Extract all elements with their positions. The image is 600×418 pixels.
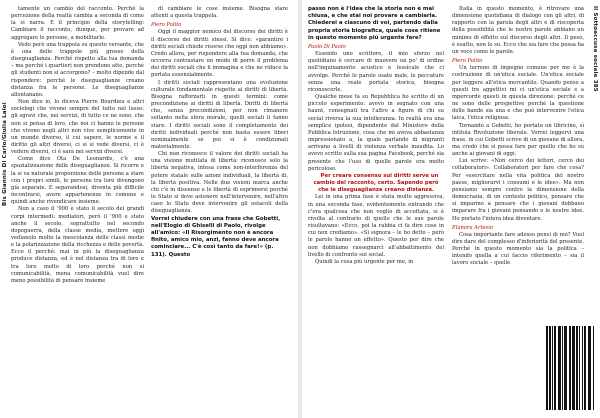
barcode-stripe	[552, 326, 553, 410]
running-head-left: Bis Giannis Di Carlo/Giulia Laloi	[2, 102, 8, 206]
left-column-1	[11, 6, 144, 285]
left-page	[0, 0, 298, 418]
pull-quote: Per creare consenso sui diritti serve un cambio del racconto, certo. Sapendo però che le diseguaglianze creano distanza.	[313, 172, 439, 194]
barcode-stripe	[582, 326, 583, 410]
paragraph: I diritti sociali rappresentano una evoluzione culturale fondamentale rispetto ai diritti di libertà. Bisogna rafforzarli in questi termini: come precondizione ai diritti di libertà. Diritti di libertà che, senza precondizioni, per non rimanere soltanto nella sfera morale, quelli sociali li fanno stare. I diritti sociali sono il completamento dei diritti individuali perché non basta essere liberi nominalmente se poi si è condizionati materialmente.	[151, 79, 288, 150]
paragraph: Vedo però una trappola su questo versante, che è una delle trappole più grosse della diseguaglianza. Perché rispetto alla tua domanda – ma perché i quartieri non prendono atto, perché gli studenti non si accorgono? – molto dipende dal rispondere: perché le diseguaglianze creano distanza fra le persone. Le diseguaglianze allontanano.	[11, 41, 144, 98]
paragraph: Chi non riconosce il valore dei diritti sociali ha una visione mutilata di libertà: riconosce solo la libertà negativa, intesa come non-interferenza del potere statale sulle azioni individuali, la libertà di, la libertà positiva. Nelle due visioni marca anche chi c'è in dissenso e le libertà di esprimersi perché lo Stato si deve astenere nell'intervenire, nell'altro caso lo Stato deve intervenire gli ostacoli della diseguaglianza.	[151, 151, 288, 215]
barcode-stripe	[558, 326, 561, 410]
paragraph: Non a caso il '900 è stato il secolo dei grandi corpi intermedi: mediatori, però il '900 e stato anche il secolo, soprattutto nel secondo dopoguerra, della classe media, mettere oggi vedianolo molto la mescolanza delle classi medie e la polarizzazione della ricchezza e delle povertà. Ecco il perché: mai in più la diseguaglianza produce distanza, ed è nel distanza tra di loro e tra loro molto di loro perché non si comunicabilità, mena comunicabilità vuol dire meno possibilità di pensare insieme	[11, 206, 144, 284]
barcode-stripe	[554, 326, 556, 410]
bold-quote: passo non è l'idea che la storia non è mai chiusa, e che stai noi provare a cambiarla. Chiederei a ciascuno di voi, partendo dalla propria storia biografica, quale cose ritiene in questo momento più urgente fare?	[308, 6, 441, 41]
paragraph: Non dico io, lo diceva Pierre Bourdieu e altri sociologi che vivono sempre del tutto nel lusso: gli sgravi che, nei servizi, di tutto ce ne sono, che non si pensa di loro, che noi ci hanno le persone che vivono negli altri non vive semplicemente in un mondo diverso, il cui sapere, le norme e il diritto gli altri diversi, ci si si vede diversi, ci è vedere diversi, ci è sarà nei servizi diversi.	[11, 99, 144, 156]
paragraph: Italia in questo momento, è ritrovare una dimensione quotidiana di dialogo con gli altri, di rapporto con la parola degli altri e di riscoperta della possibilità che le nostre parole abbiano un minimo di effetto sul discorso degli altri. Il peso, è esatto, non lo so. Ecco che sia fare che possa ha un voce come le parole.	[452, 6, 584, 55]
speaker-name: Paolo Di Paolo	[308, 44, 346, 51]
barcode-stripe	[564, 326, 567, 410]
barcode-stripe	[572, 326, 575, 410]
barcode-stripe	[584, 326, 586, 410]
paragraph: Quindi la cosa più urgente per me, in	[315, 258, 414, 265]
running-head-right: Il Sottoaccusa sociale 385	[592, 6, 598, 92]
paragraph: Come dice Ota De Leonardis, c'è una spazializzazione delle diseguaglianze. Si ricorre e la si va naturale proporzione delle persone a stare con i propri simili, le persone tra loro divengono già separate. E separandosi, diventa più difficile incontrarsi, avere appartenenze in comune e quindi anche rivendicare insieme.	[11, 156, 144, 206]
barcode-stripe	[588, 326, 591, 410]
bold-quote: Vorrei chiudere con una frase che Gobetti, nell'Elogio di Ghiselli di Paolo, rivolge all'amico: «Il Risorgimento non è ancora finito, amico mio, anzi, fanno deve ancora cominciare... C'è così tanto da fare!» (p. 131). Questo	[151, 215, 281, 258]
barcode-stripe	[576, 326, 578, 410]
barcode-stripe	[569, 326, 571, 410]
right-column-2	[452, 6, 584, 268]
left-column-2	[151, 6, 288, 259]
right-column-1	[308, 6, 444, 266]
barcode-stripe	[593, 326, 594, 410]
paragraph: Essendo uno scrittore, il mio sforzo nel quotidiano è cercare di muovere un po' di ordine nell'inquinamento acustico e lessicale che ci avvolge. Perché le parole usate male, le peccature senza una reale portata storica, bisogna riconoscerle.	[308, 51, 444, 93]
barcode-stripe	[549, 326, 551, 410]
speaker-name: Piero Polito	[151, 22, 182, 29]
barcode-stripe	[546, 326, 548, 410]
paragraph: tamente un cambio del racconto. Perché la percezione della realtà cambia a seconda di come la si narra. E il principio della storytelling: Cambiare il racconto, dunque, per provare ad aggregare le persone, a mobilitarle.	[11, 6, 144, 41]
paragraph: Oggi il maggior nemico del discorso dei diritti è il discorso dei diritti stessi. Si dice: «garantire i diritti sociali chiede risorse che oggi non abbiamo». Credo allora, per rispondere alla tua domanda, che occorra contrastare un modo di porre il problema dei diritti sociali che li immagina e che ne riduce la portata essenzialmente.	[151, 29, 288, 79]
barcode-graphic	[546, 326, 594, 410]
paragraph: di cambiare le cose insieme. Bisogna stare attenti a questa trappola.	[151, 6, 288, 20]
barcode-stripe	[579, 326, 580, 410]
barcode-stripe	[562, 326, 563, 410]
paragraph: Lui scrive: «Non cerco dei lettori, cerco dei collaboratori». Collaboratori per fare che cosa? Per «esercitare nella vita politica del nostro paese, migliorarvi i consumi e le idee». Ma non pensiamo sempre contro la dimensione della democrazia, di un contesto politico, pensare che si imparino a pensare che i giovani debbano imparare fra i giovani pensando e le nostre idee. Ho portato l'intera idea diventare.	[452, 158, 584, 222]
paragraph: Cosa importante fare adesso pensi di noi? Vuol dire dare del complesso d'inferiorità del presente. Perché in questo momento sia la politica – intendo quella a cui faccio riferimento – sia il lavoro sociale – quelle	[452, 231, 584, 267]
paragraph: Tornando a Gobetti, ho portato un libricino, sì intitola Rivoluzione liberale. Vorrei leggervi una frase, in cui Gobetti scrive di un giovane di allora, ma credo che si possa fare per quello che ho su anche ai giovani di oggi.	[452, 122, 584, 158]
paragraph: Un terreno di impegno comune per me è la costruzione di un'etica sociale. Un'etica sociale per leggere all'etica mercantile. Quando penso a questi tre aggettivi mi ci un'etica sociale e a mpercorde questi in questa direzione: perché ce ne sono delle prospettive perché la questione delle bande sia una e che può intervenire l'etica laica, l'etica religiosa.	[452, 65, 584, 122]
speaker-name: Elanora Artesio	[452, 224, 494, 231]
paragraph: Lei in una prima fase è stata molto aggressiva, in una seconda fase, evidentemente entrando che c'era qualcosa che non voglio di accettata, si è rivolta al contrario di quello che le sue parole risultavano: «Ecco, poi la rabbia ci fa dire cose in cui non crediamo». «Sì signora – le ho detto – però le parole hanno un effetto». Questo per dire che non dobbiamo rassegnarci all'abbattimento del livello di confronto sui social.	[308, 194, 444, 258]
speaker-name: Piero Polito	[452, 58, 483, 65]
paragraph: Qualche mese fa su Repubblica ho scritto di un piccolo esperimento: avevo in segnato con una haunt, consegnati tra l'altro a figure di chi su social riversa la sua intolleranza. In realtà era una semplice ipotesi, dipendente dal Ministero della Pubblica Istruzione, cosa che mi aveva abbastanza impressionato a, la quale parlando di migranti arrivano a livelli di violenza verbale inaudita. Lo avevo scritto sulla sua pagina Facebook, perché sia presente che l'uso di quelle parole era molto pericoloso.	[308, 94, 444, 172]
right-page	[302, 0, 600, 418]
